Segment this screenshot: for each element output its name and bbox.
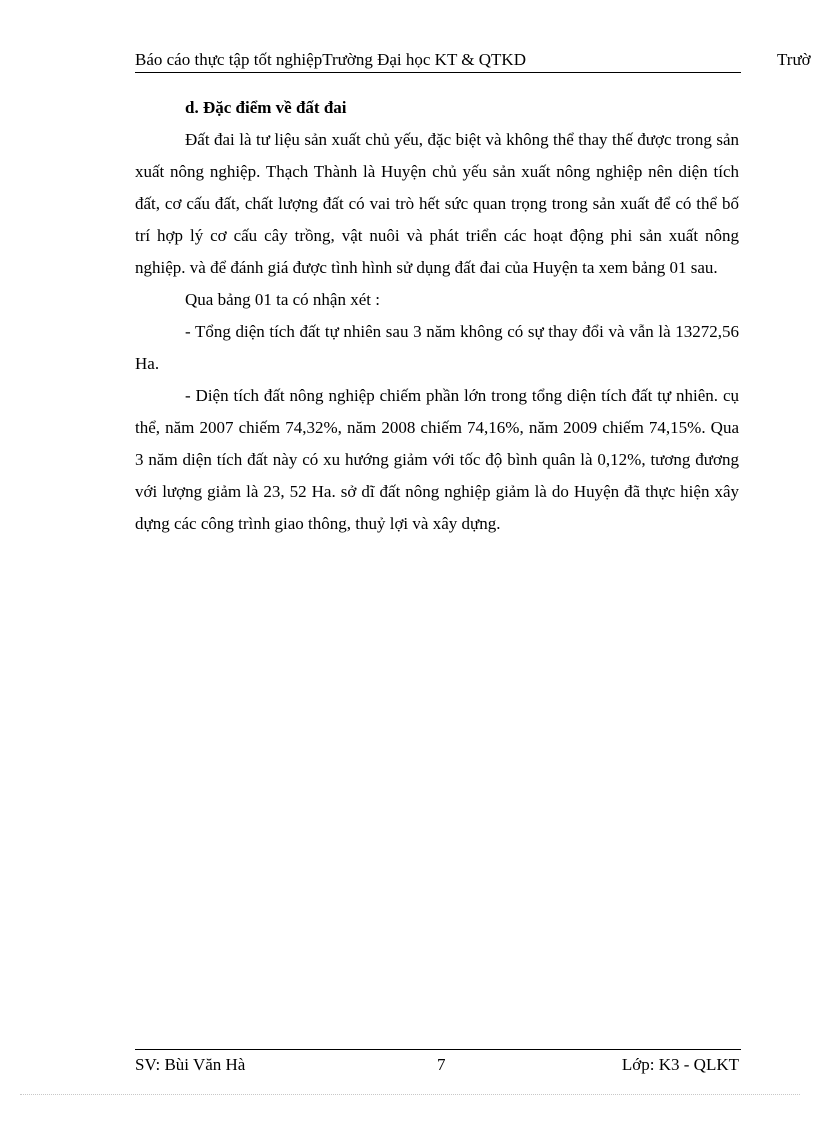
page-footer [135,1055,739,1077]
header-right-fragment: Trườ [777,50,811,69]
paragraph-intro: Đất đai là tư liệu sản xuất chủ yếu, đặc biệt và không thể thay thế được trong sản xuất nông nghiệp. Thạch Thành là Huyện chủ yếu sản xuất nông nghiệp nên diện tích đất, cơ cấu đất, chất lượng đất có vai trò hết sức quan trọng trong sản xuất để có thể bố trí hợp lý cơ cấu cây trồng, vật nuôi và phát triển các hoạt động phi sản xuất nông nghiệp. và để đánh giá được tình hình sử dụng đất đai của Huyện ta xem bảng 01 sau. [135,130,739,277]
footer-class: Lớp: K3 - QLKT [621,1055,739,1074]
header-title: Báo cáo thực tập tốt nghiệpTrường Đại học KT & QTKD [135,50,526,69]
section-heading: d. Đặc điểm về đất đai [185,98,347,117]
page-header [135,50,741,73]
page-number: 7 [437,1055,446,1074]
footer-divider [135,1049,741,1050]
footer-student: SV: Bùi Văn Hà [135,1055,246,1074]
document-body [135,92,739,540]
paragraph-total-area: - Tổng diện tích đất tự nhiên sau 3 năm không có sự thay đổi và vẫn là 13272,56 Ha. [135,322,739,373]
page-bottom-dotted-rule [20,1094,800,1095]
paragraph-agri-area: - Diện tích đất nông nghiệp chiếm phần lớn trong tổng diện tích đất tự nhiên. cụ thể, năm 2007 chiếm 74,32%, năm 2008 chiếm 74,16%, năm 2009 chiếm 74,15%. Qua 3 năm diện tích đất này có xu hướng giảm với tốc độ bình quân là 0,12%, tương đương với lượng giảm là 23, 52 Ha. sở dĩ đất nông nghiệp giảm là do Huyện đã thực hiện xây dựng các công trình giao thông, thuỷ lợi và xây dựng. [135,386,739,533]
paragraph-remark: Qua bảng 01 ta có nhận xét : [185,290,380,309]
